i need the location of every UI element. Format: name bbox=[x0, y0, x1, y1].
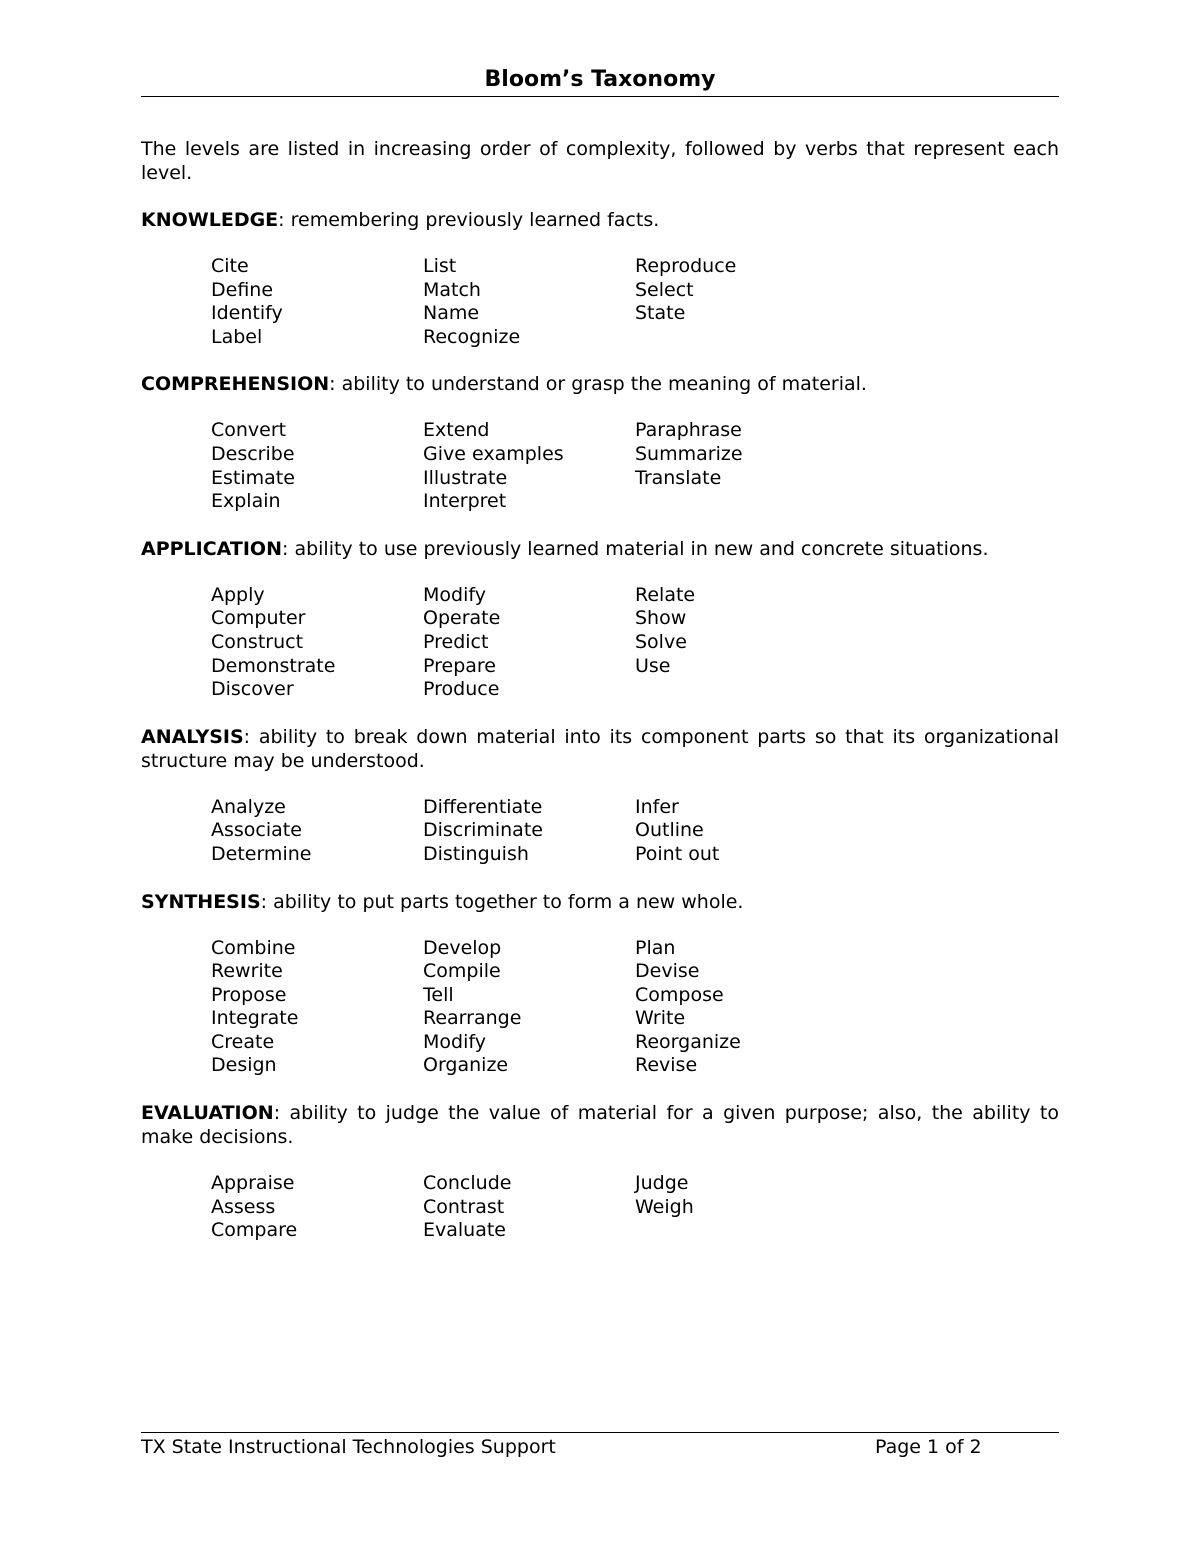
verb: Solve bbox=[635, 630, 687, 653]
verb: Name bbox=[423, 302, 480, 325]
level-name: EVALUATION bbox=[141, 1102, 274, 1125]
level-definition bbox=[141, 372, 1059, 396]
verb: Compare bbox=[211, 1219, 298, 1242]
verb: Conclude bbox=[423, 1172, 512, 1195]
verb: Infer bbox=[635, 795, 679, 818]
verb: Discover bbox=[211, 678, 294, 701]
level-name: APPLICATION bbox=[141, 537, 282, 560]
verb: Convert bbox=[211, 419, 287, 442]
verb: Devise bbox=[635, 960, 700, 983]
verb: Organize bbox=[423, 1054, 509, 1077]
verb: Propose bbox=[211, 983, 287, 1006]
footer-divider bbox=[141, 1432, 1059, 1433]
verb: Integrate bbox=[211, 1007, 299, 1030]
verb: Label bbox=[211, 325, 263, 348]
level-evaluation bbox=[141, 1101, 1059, 1243]
footer-organization: TX State Instructional Technologies Support bbox=[141, 1436, 556, 1458]
level-name: ANALYSIS bbox=[141, 725, 244, 748]
verb-list bbox=[211, 1172, 1059, 1243]
level-description: : ability to use previously learned material in new and concrete situations. bbox=[282, 537, 989, 560]
level-definition bbox=[141, 208, 1059, 232]
verb: Rearrange bbox=[423, 1007, 522, 1030]
level-definition bbox=[141, 1101, 1059, 1149]
verb: Reorganize bbox=[635, 1030, 741, 1053]
level-definition bbox=[141, 537, 1059, 561]
level-definition bbox=[141, 725, 1059, 773]
level-name: SYNTHESIS bbox=[141, 890, 261, 913]
verb: Explain bbox=[211, 490, 281, 513]
verb: Judge bbox=[635, 1172, 689, 1195]
verb: Determine bbox=[211, 842, 312, 865]
verb: Demonstrate bbox=[211, 654, 336, 677]
verb: Rewrite bbox=[211, 960, 283, 983]
intro-paragraph: The levels are listed in increasing order of complexity, followed by verbs that represent each level. bbox=[141, 138, 1059, 184]
verb: Operate bbox=[423, 607, 501, 630]
verb: Write bbox=[635, 1007, 686, 1030]
verb: Associate bbox=[211, 819, 302, 842]
verb: Illustrate bbox=[423, 466, 508, 489]
verb-list bbox=[211, 255, 1059, 349]
verb: Revise bbox=[635, 1054, 698, 1077]
document-page bbox=[141, 0, 1059, 1553]
verb: Outline bbox=[635, 819, 704, 842]
verb: Modify bbox=[423, 1030, 486, 1053]
verb: Weigh bbox=[635, 1195, 694, 1218]
verb: Design bbox=[211, 1054, 277, 1077]
verb: Apply bbox=[211, 583, 265, 606]
verb-list bbox=[211, 796, 1059, 867]
level-knowledge bbox=[141, 208, 1059, 349]
verb: Contrast bbox=[423, 1195, 505, 1218]
verb: Combine bbox=[211, 936, 296, 959]
verb: Differentiate bbox=[423, 795, 543, 818]
verb: Produce bbox=[423, 678, 500, 701]
verb: Identify bbox=[211, 302, 283, 325]
level-description: : ability to understand or grasp the meaning of material. bbox=[329, 373, 867, 396]
verb-list bbox=[211, 937, 1059, 1079]
level-name: COMPREHENSION bbox=[141, 373, 330, 396]
verb: Predict bbox=[423, 630, 489, 653]
title-divider bbox=[141, 96, 1059, 97]
level-description: : ability to judge the value of material for a given purpose; also, the ability to make decisions. bbox=[141, 1102, 1059, 1149]
verb: Discriminate bbox=[423, 819, 543, 842]
verb: Match bbox=[423, 278, 481, 301]
verb: Compile bbox=[423, 960, 501, 983]
level-application bbox=[141, 537, 1059, 702]
level-description: : remembering previously learned facts. bbox=[278, 209, 660, 231]
verb: Evaluate bbox=[423, 1219, 506, 1242]
verb: Prepare bbox=[423, 654, 496, 677]
verb: Select bbox=[635, 278, 694, 301]
verb: Computer bbox=[211, 607, 306, 630]
verb: Appraise bbox=[211, 1172, 295, 1195]
verb: Describe bbox=[211, 442, 295, 465]
verb: Cite bbox=[211, 255, 249, 277]
verb: Reproduce bbox=[635, 255, 737, 277]
verb: Construct bbox=[211, 630, 304, 653]
verb: Give examples bbox=[423, 442, 564, 465]
verb-list bbox=[211, 419, 1059, 513]
level-definition bbox=[141, 890, 1059, 914]
verb: Point out bbox=[635, 842, 720, 865]
verb: Show bbox=[635, 607, 687, 630]
verb: Assess bbox=[211, 1195, 276, 1218]
verb: Translate bbox=[635, 466, 722, 489]
level-description: : ability to break down material into its component parts so that its organizational structure may be understood. bbox=[141, 725, 1059, 772]
verb: Summarize bbox=[635, 442, 743, 465]
verb: Compose bbox=[635, 983, 724, 1006]
verb: Plan bbox=[635, 936, 676, 959]
verb: Define bbox=[211, 278, 274, 301]
document-body bbox=[141, 137, 1059, 1266]
verb: Estimate bbox=[211, 466, 295, 489]
verb: Relate bbox=[635, 583, 696, 606]
verb: Develop bbox=[423, 936, 502, 959]
verb: Tell bbox=[423, 983, 454, 1006]
level-description: : ability to put parts together to form a new whole. bbox=[260, 890, 744, 913]
level-comprehension bbox=[141, 372, 1059, 513]
verb: Extend bbox=[423, 419, 490, 442]
level-synthesis bbox=[141, 890, 1059, 1079]
verb: Create bbox=[211, 1030, 275, 1053]
verb: List bbox=[423, 255, 457, 277]
verb: Modify bbox=[423, 583, 486, 606]
verb: Interpret bbox=[423, 490, 507, 513]
verb: Paraphrase bbox=[635, 419, 742, 442]
page-title: Bloom’s Taxonomy bbox=[484, 67, 716, 92]
verb-list bbox=[211, 584, 1059, 702]
level-analysis bbox=[141, 725, 1059, 867]
verb: Recognize bbox=[423, 325, 521, 348]
level-name: KNOWLEDGE bbox=[141, 209, 279, 231]
verb: Analyze bbox=[211, 795, 286, 818]
verb: State bbox=[635, 302, 686, 325]
verb: Distinguish bbox=[423, 842, 529, 865]
verb: Use bbox=[635, 654, 671, 677]
page-number: Page 1 of 2 bbox=[875, 1436, 982, 1458]
